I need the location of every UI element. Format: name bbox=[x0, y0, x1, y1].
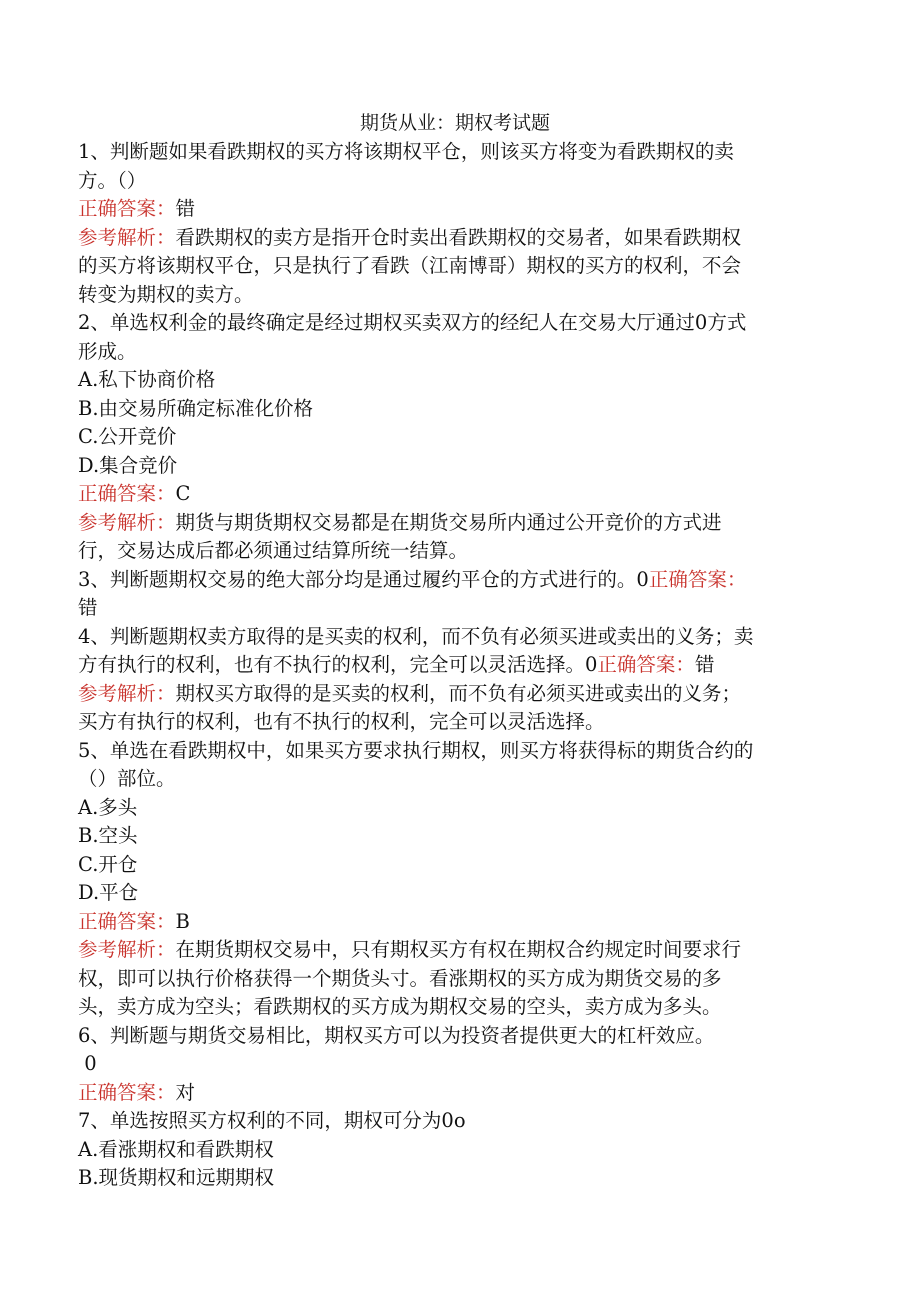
question-2 bbox=[78, 309, 832, 566]
question-2-answer bbox=[78, 480, 832, 509]
answer-label: 正确答案： bbox=[78, 909, 176, 933]
answer-value: 错 bbox=[694, 653, 715, 676]
question-5-text-line-1: 5、单选在看跌期权中，如果买方要求执行期权，则买方将获得标的期货合约的 bbox=[78, 738, 754, 762]
analysis-label: 参考解析： bbox=[78, 681, 176, 705]
answer-label: 正确答案： bbox=[597, 653, 695, 676]
answer-label: 正确答案： bbox=[78, 482, 176, 505]
question-2-option-b: B.由交易所确定标准化价格 bbox=[78, 396, 314, 420]
document-page bbox=[78, 108, 832, 1193]
question-2-text-line-2: 形成。 bbox=[78, 339, 137, 363]
document-title: 期货从业：期权考试题 bbox=[359, 112, 550, 134]
question-4-text-line-1: 4、判断题期权卖方取得的是买卖的权利，而不负有必须买进或卖出的义务；卖 bbox=[78, 624, 754, 648]
analysis-text: 期货与期货期权交易都是在期货交易所内通过公开竞价的方式进 bbox=[175, 510, 722, 534]
answer-value: 错 bbox=[175, 197, 196, 220]
question-1-text-line-1: 1、判断题如果看跌期权的买方将该期权平仓，则该买方将变为看跌期权的卖 bbox=[78, 140, 734, 163]
question-2-option-a: A.私下协商价格 bbox=[78, 368, 216, 391]
question-3-text: 3、判断题期权交易的绝大部分均是通过履约平仓的方式进行的。0 bbox=[78, 567, 649, 591]
question-7-option-a: A.看涨期权和看跌期权 bbox=[78, 1137, 274, 1161]
question-5-analysis-line-3: 头，卖方成为空头；看跌期权的买方成为期权交易的空头，卖方成为多头。 bbox=[78, 995, 722, 1018]
question-6-text-line-1: 6、判断题与期货交易相比，期权买方可以为投资者提供更大的杠杆效应。 bbox=[78, 1023, 715, 1047]
question-5-option-c: C.开仓 bbox=[78, 852, 138, 876]
question-3-text-line-1 bbox=[78, 566, 832, 595]
answer-label: 正确答案： bbox=[78, 1080, 176, 1104]
question-5-analysis-line-1 bbox=[78, 936, 832, 965]
question-2-option-d: D.集合竞价 bbox=[78, 453, 178, 477]
answer-value: C bbox=[175, 482, 191, 505]
question-2-analysis-line-1 bbox=[78, 509, 832, 538]
question-1-text-line-2: 方。（） bbox=[78, 168, 147, 192]
question-3 bbox=[78, 566, 832, 623]
question-7-text-line-1: 7、单选按照买方权利的不同，期权可分为0o bbox=[78, 1109, 466, 1132]
analysis-text: 在期货期权交易中，只有期权买方有权在期权合约规定时间要求行 bbox=[175, 938, 742, 961]
analysis-text: 看跌期权的卖方是指开仓时卖出看跌期权的交易者，如果看跌期权 bbox=[175, 225, 742, 249]
answer-label: 正确答案： bbox=[78, 197, 176, 220]
question-5-option-d: D.平仓 bbox=[78, 881, 139, 904]
question-5-analysis-line-2: 权，即可以执行价格获得一个期货头寸。看涨期权的买方成为期货交易的多 bbox=[78, 966, 722, 990]
question-4-text: 方有执行的权利，也有不执行的权利，完全可以灵活选择。0 bbox=[78, 653, 598, 676]
question-4-text-line-2 bbox=[78, 651, 832, 680]
question-6 bbox=[78, 1022, 832, 1108]
analysis-text: 期权买方取得的是买卖的权利，而不负有必须买进或卖出的义务； bbox=[175, 681, 742, 705]
answer-value: B bbox=[175, 909, 190, 933]
question-5-answer bbox=[78, 908, 832, 937]
question-1-answer bbox=[78, 195, 832, 224]
analysis-label: 参考解析： bbox=[78, 510, 176, 534]
question-5-text-line-2: （）部位。 bbox=[78, 767, 176, 790]
question-1-analysis-line-3: 转变为期权的卖方。 bbox=[78, 282, 254, 306]
question-7 bbox=[78, 1107, 832, 1193]
question-2-text-line-1: 2、单选权利金的最终确定是经过期权买卖双方的经纪人在交易大厅通过0方式 bbox=[78, 311, 747, 334]
question-4-analysis-line-2: 买方有执行的权利，也有不执行的权利，完全可以灵活选择。 bbox=[78, 710, 605, 733]
question-5-option-a: A.多头 bbox=[78, 795, 138, 819]
analysis-label: 参考解析： bbox=[78, 225, 176, 249]
question-1-analysis-line-1 bbox=[78, 224, 832, 253]
question-4-analysis-line-1 bbox=[78, 680, 832, 709]
question-6-text-line-2: 0 bbox=[78, 1052, 97, 1075]
question-2-option-c: C.公开竞价 bbox=[78, 425, 177, 448]
analysis-label: 参考解析： bbox=[78, 938, 176, 961]
question-7-option-b: B.现货期权和远期期权 bbox=[78, 1166, 275, 1189]
question-1 bbox=[78, 138, 832, 309]
question-6-answer bbox=[78, 1079, 832, 1108]
answer-label: 正确答案： bbox=[648, 567, 747, 591]
question-3-answer-value: 错 bbox=[78, 596, 98, 619]
question-2-analysis-line-2: 行，交易达成后都必须通过结算所统一结算。 bbox=[78, 539, 469, 562]
question-1-analysis-line-2: 的买方将该期权平仓，只是执行了看跌（江南博哥）期权的买方的权利，不会 bbox=[78, 254, 742, 277]
question-5 bbox=[78, 737, 832, 1022]
question-5-option-b: B.空头 bbox=[78, 824, 138, 847]
question-4 bbox=[78, 623, 832, 737]
answer-value: 对 bbox=[175, 1080, 196, 1104]
